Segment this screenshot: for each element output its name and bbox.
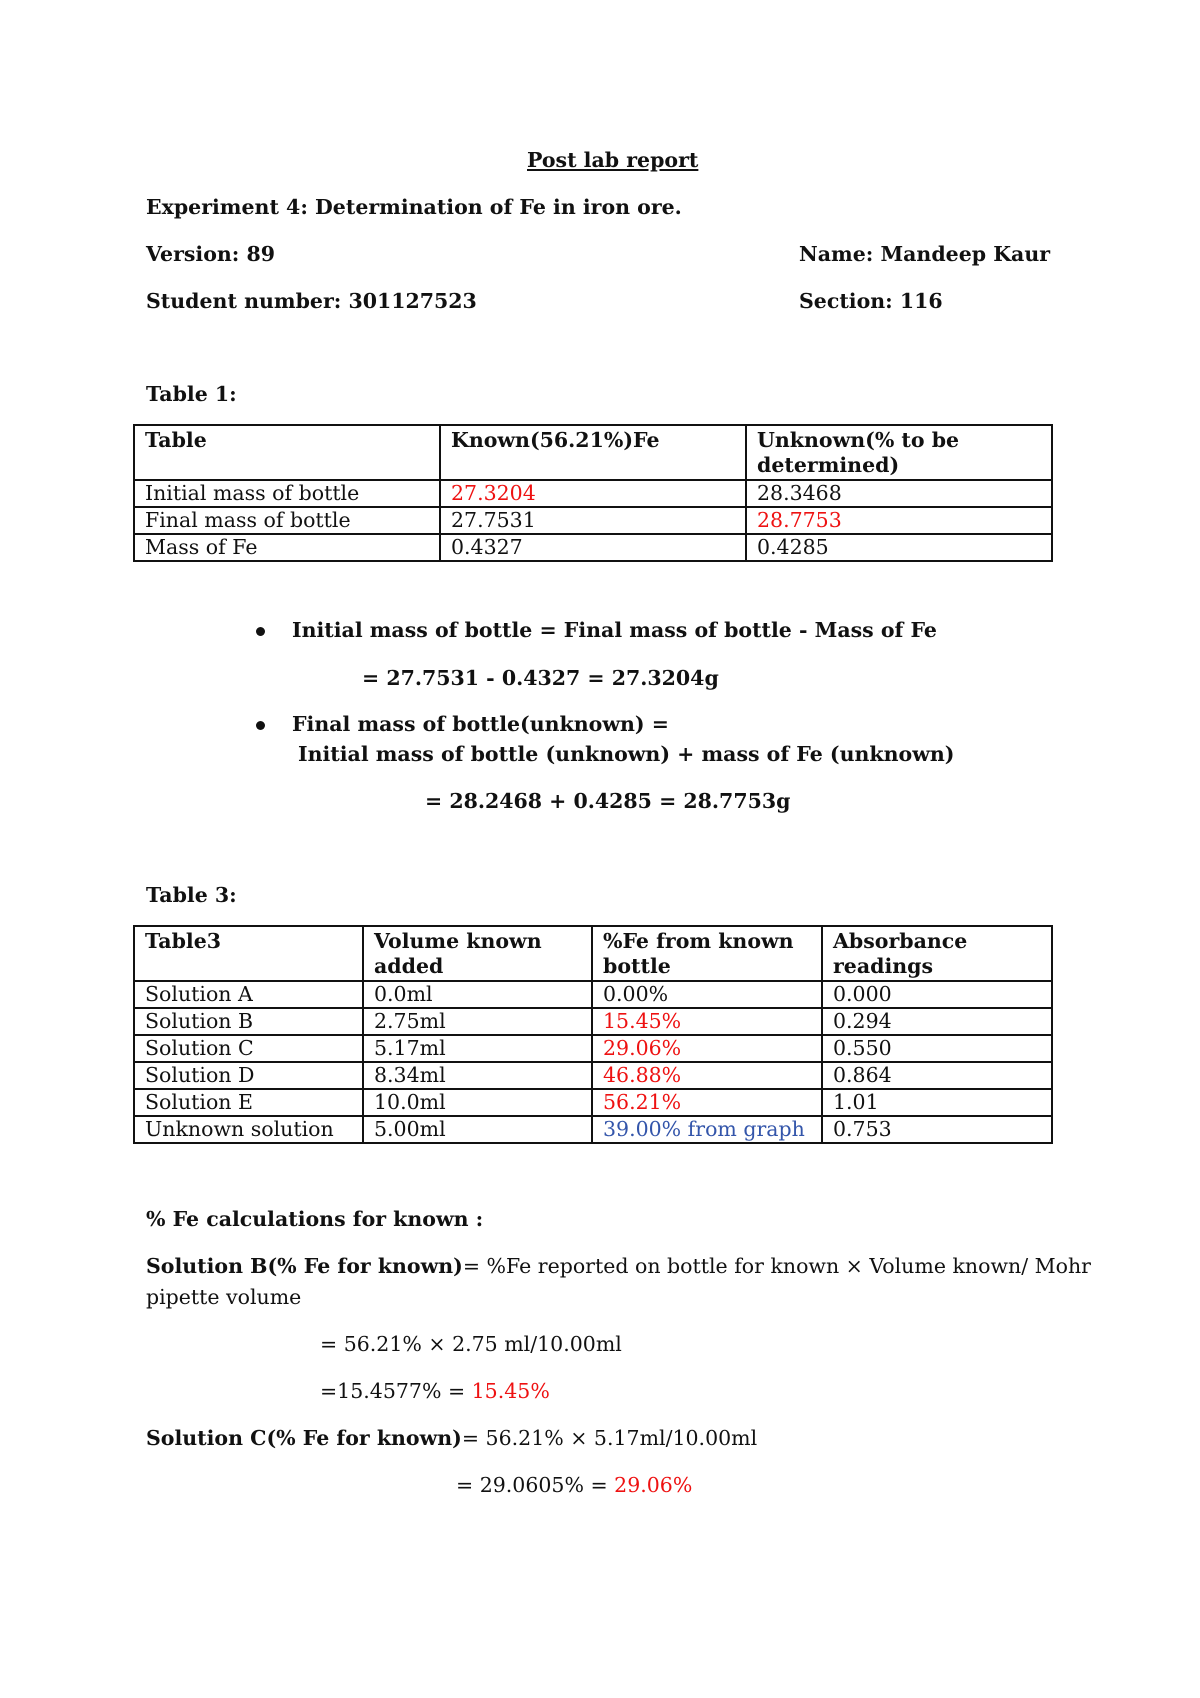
solution-b-label: Solution B(% Fe for known) [146, 1254, 463, 1278]
table-cell: 8.34ml [363, 1062, 592, 1089]
table3 [133, 925, 1053, 1144]
table-cell: 0.0ml [363, 981, 592, 1008]
table-cell: 0.00% [592, 981, 822, 1008]
table-cell: Solution A [134, 981, 363, 1008]
table3-header-row [134, 926, 1052, 981]
table-cell: 56.21% [592, 1089, 822, 1116]
solution-c-result-rounded: 29.06% [614, 1473, 693, 1497]
table3-header-cell: Absorbance readings [822, 926, 1052, 981]
table-cell: 39.00% from graph [592, 1116, 822, 1143]
calc-initial-mass: Initial mass of bottle = Final mass of bottle - Mass of Fe [292, 618, 937, 642]
table-row [134, 981, 1052, 1008]
table-cell: 29.06% [592, 1035, 822, 1062]
table3-header-cell: Table3 [134, 926, 363, 981]
table-cell: Solution C [134, 1035, 363, 1062]
table-cell: 0.753 [822, 1116, 1052, 1143]
table-cell: 0.4327 [440, 534, 746, 561]
table1-header-cell: Known(56.21%)Fe [440, 425, 746, 480]
bullet-icon [256, 627, 265, 636]
table1-caption: Table 1: [146, 382, 237, 406]
table-cell: 1.01 [822, 1089, 1052, 1116]
solution-b-result-rounded: 15.45% [471, 1379, 550, 1403]
table-cell: Solution D [134, 1062, 363, 1089]
table-cell: Unknown solution [134, 1116, 363, 1143]
table-cell: 0.4285 [746, 534, 1052, 561]
table-row [134, 1035, 1052, 1062]
table-cell: 46.88% [592, 1062, 822, 1089]
bullet-icon [256, 721, 265, 730]
solution-b-line [146, 1254, 1091, 1279]
solution-b-formula-cont: pipette volume [146, 1285, 302, 1309]
table-cell: 0.864 [822, 1062, 1052, 1089]
table-cell: 0.294 [822, 1008, 1052, 1035]
student-number: Student number: 301127523 [146, 289, 477, 313]
experiment-title: Experiment 4: Determination of Fe in iron ore. [146, 195, 682, 219]
table-row [134, 1062, 1052, 1089]
table-cell: 28.7753 [746, 507, 1052, 534]
table-cell: 0.550 [822, 1035, 1052, 1062]
solution-b-result-raw: =15.4577% = [320, 1379, 472, 1403]
section-label: Section: 116 [799, 289, 943, 313]
table-cell: 15.45% [592, 1008, 822, 1035]
table-cell: 5.00ml [363, 1116, 592, 1143]
table1-header-cell: Unknown(% to be determined) [746, 425, 1052, 480]
table-cell: 5.17ml [363, 1035, 592, 1062]
table-cell: Solution E [134, 1089, 363, 1116]
table-cell: Solution B [134, 1008, 363, 1035]
table3-header-cell: %Fe from known bottle [592, 926, 822, 981]
table-cell: 28.3468 [746, 480, 1052, 507]
table-row [134, 1089, 1052, 1116]
solution-b-calc: = 56.21% × 2.75 ml/10.00ml [320, 1332, 622, 1356]
page-title: Post lab report [527, 148, 699, 172]
solution-c-result [456, 1473, 692, 1498]
calc-final-mass-formula: Initial mass of bottle (unknown) + mass of Fe (unknown) [298, 742, 955, 766]
table-cell: Initial mass of bottle [134, 480, 440, 507]
calc-final-mass-result: = 28.2468 + 0.4285 = 28.7753g [425, 789, 791, 813]
table-row [134, 480, 1052, 507]
table1-header-row [134, 425, 1052, 480]
table-cell: Mass of Fe [134, 534, 440, 561]
solution-b-formula: = %Fe reported on bottle for known × Volume known/ Mohr [462, 1254, 1091, 1278]
table-cell: 27.7531 [440, 507, 746, 534]
table1 [133, 424, 1053, 562]
table1-header-cell: Table [134, 425, 440, 480]
table3-caption: Table 3: [146, 883, 237, 907]
table-row [134, 1008, 1052, 1035]
solution-c-line [146, 1426, 757, 1451]
solution-c-label: Solution C(% Fe for known) [146, 1426, 462, 1450]
solution-c-result-raw: = 29.0605% = [456, 1473, 615, 1497]
calc-heading: % Fe calculations for known : [146, 1207, 484, 1231]
table-cell: 2.75ml [363, 1008, 592, 1035]
table-row [134, 507, 1052, 534]
calc-initial-mass-result: = 27.7531 - 0.4327 = 27.3204g [362, 666, 719, 690]
table-row [134, 534, 1052, 561]
table-cell: Final mass of bottle [134, 507, 440, 534]
calc-final-mass: Final mass of bottle(unknown) = [292, 712, 669, 736]
table-cell: 0.000 [822, 981, 1052, 1008]
table3-header-cell: Volume known added [363, 926, 592, 981]
table-cell: 10.0ml [363, 1089, 592, 1116]
table-row [134, 1116, 1052, 1143]
version-label: Version: 89 [146, 242, 276, 266]
solution-b-result [320, 1379, 550, 1404]
student-name: Name: Mandeep Kaur [799, 242, 1051, 266]
solution-c-formula: = 56.21% × 5.17ml/10.00ml [461, 1426, 758, 1450]
table-cell: 27.3204 [440, 480, 746, 507]
